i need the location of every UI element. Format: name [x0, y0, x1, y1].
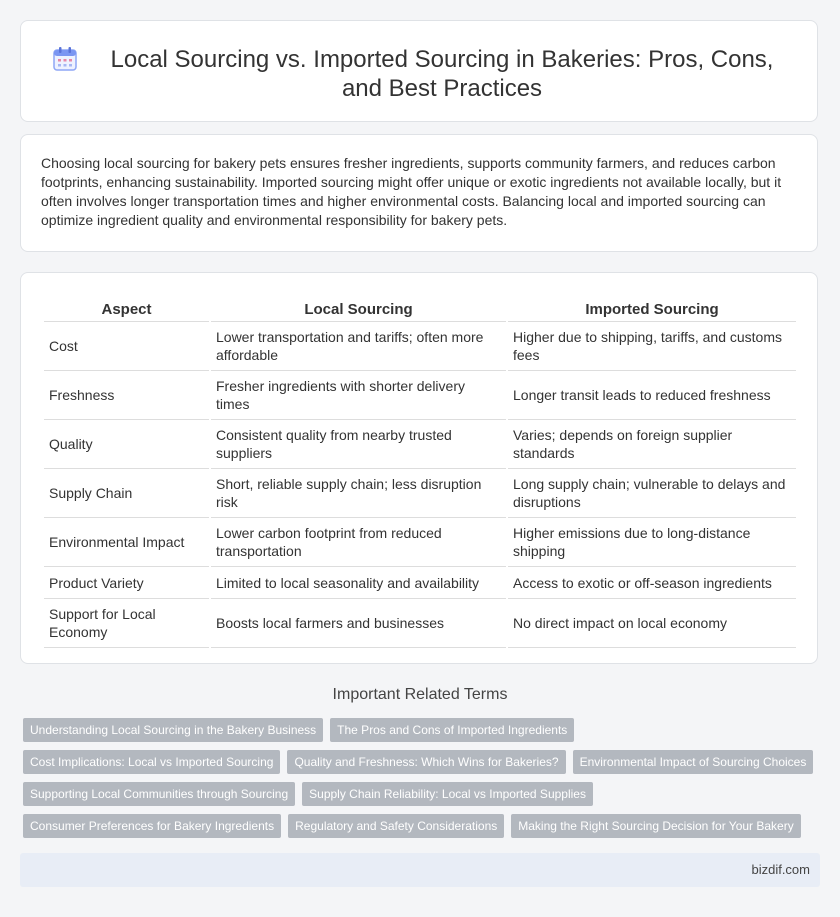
column-header-aspect: Aspect	[44, 295, 209, 322]
cell-local: Fresher ingredients with shorter delivery times	[211, 371, 506, 420]
cell-aspect: Cost	[44, 322, 209, 371]
header-card	[20, 20, 818, 122]
intro-card	[20, 134, 818, 252]
cell-imported: Higher due to shipping, tariffs, and customs fees	[508, 322, 796, 371]
cell-imported: No direct impact on local economy	[508, 599, 796, 648]
related-term-tag[interactable]: Making the Right Sourcing Decision for Your Bakery	[511, 814, 800, 838]
table-row	[44, 420, 796, 469]
cell-local: Consistent quality from nearby trusted suppliers	[211, 420, 506, 469]
related-term-tag[interactable]: The Pros and Cons of Imported Ingredients	[330, 718, 574, 742]
comparison-table	[42, 295, 798, 648]
table-row	[44, 371, 796, 420]
related-terms-heading: Important Related Terms	[332, 686, 508, 703]
related-term-tag[interactable]: Consumer Preferences for Bakery Ingredients	[23, 814, 281, 838]
cell-local: Lower transportation and tariffs; often more affordable	[211, 322, 506, 371]
comparison-card	[20, 272, 818, 664]
cell-local: Boosts local farmers and businesses	[211, 599, 506, 648]
cell-local: Lower carbon footprint from reduced transportation	[211, 518, 506, 567]
table-header-row	[44, 295, 796, 322]
related-term-tag[interactable]: Supporting Local Communities through Sourcing	[23, 782, 295, 806]
cell-imported: Longer transit leads to reduced freshness	[508, 371, 796, 420]
cell-aspect: Quality	[44, 420, 209, 469]
cell-aspect: Supply Chain	[44, 469, 209, 518]
related-term-tag[interactable]: Quality and Freshness: Which Wins for Bakeries?	[287, 750, 565, 774]
cell-local: Short, reliable supply chain; less disruption risk	[211, 469, 506, 518]
footer-bar	[20, 853, 820, 887]
cell-local: Limited to local seasonality and availability	[211, 567, 506, 599]
cell-aspect: Environmental Impact	[44, 518, 209, 567]
related-terms-list	[23, 718, 823, 846]
table-row	[44, 518, 796, 567]
calendar-icon	[51, 45, 79, 73]
column-header-imported: Imported Sourcing	[508, 295, 796, 322]
related-term-tag[interactable]: Regulatory and Safety Considerations	[288, 814, 504, 838]
related-term-tag[interactable]: Understanding Local Sourcing in the Bakery Business	[23, 718, 323, 742]
column-header-local: Local Sourcing	[211, 295, 506, 322]
table-row	[44, 322, 796, 371]
table-row	[44, 599, 796, 648]
footer-site-link[interactable]: bizdif.com	[751, 862, 810, 877]
page-title: Local Sourcing vs. Imported Sourcing in Bakeries: Pros, Cons, and Best Practices	[110, 46, 774, 102]
cell-imported: Varies; depends on foreign supplier standards	[508, 420, 796, 469]
cell-aspect: Freshness	[44, 371, 209, 420]
related-term-tag[interactable]: Cost Implications: Local vs Imported Sourcing	[23, 750, 280, 774]
related-term-tag[interactable]: Environmental Impact of Sourcing Choices	[573, 750, 814, 774]
table-row	[44, 469, 796, 518]
intro-text: Choosing local sourcing for bakery pets ensures fresher ingredients, supports community farmers, and reduces carbon footprints, enhancing sustainability. Imported sourcing might offer unique or exotic ingredients not available locally, but it often involves longer transportation times and higher environmental costs. Balancing local and imported sourcing can optimize ingredient quality and environmental responsibility for bakery pets.	[41, 155, 782, 228]
cell-imported: Higher emissions due to long-distance shipping	[508, 518, 796, 567]
cell-imported: Long supply chain; vulnerable to delays and disruptions	[508, 469, 796, 518]
related-term-tag[interactable]: Supply Chain Reliability: Local vs Imported Supplies	[302, 782, 593, 806]
cell-imported: Access to exotic or off-season ingredients	[508, 567, 796, 599]
cell-aspect: Product Variety	[44, 567, 209, 599]
cell-aspect: Support for Local Economy	[44, 599, 209, 648]
table-row	[44, 567, 796, 599]
